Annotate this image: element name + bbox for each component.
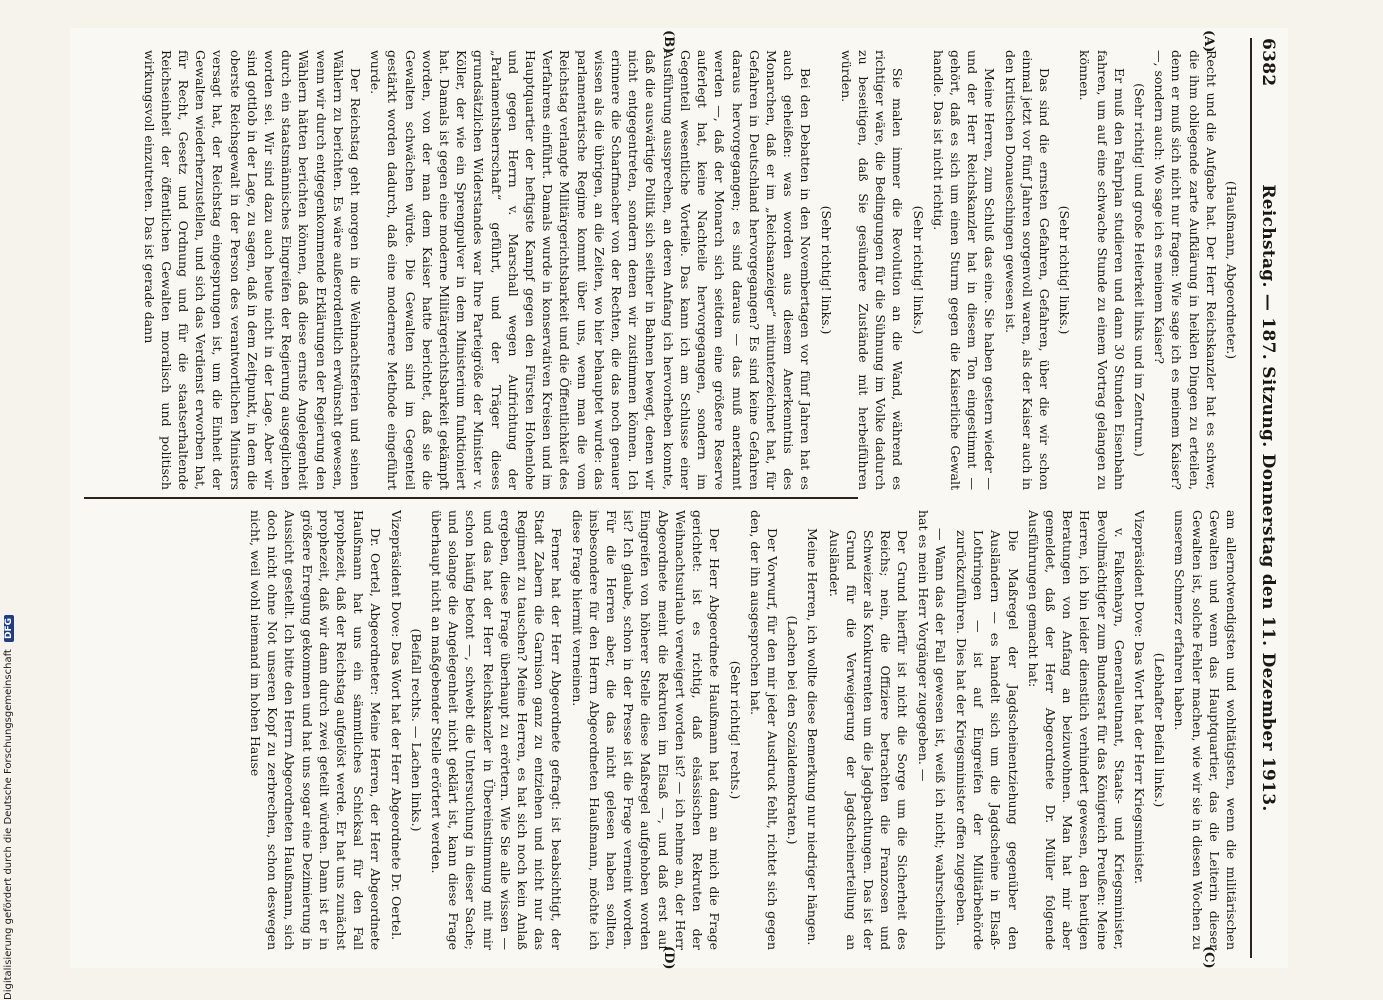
right-column — [80, 510, 1240, 950]
reaction: (Sehr richtig! links.) — [818, 205, 834, 335]
quotation: Der Grund hierfür ist nicht die Sorge um die Sicherheit des Reichs; nein, die Offiziere betrachten die Franzosen und Schweizer als Konkurrenten um die Jagdpachtungen. Das ist der Grund für die Verweigerung der Jagdscheinerteilung an Ausländer. — [826, 530, 911, 950]
page-number: 6382 — [1258, 38, 1278, 87]
page-header — [1250, 38, 1282, 958]
margin-marker-b: (B) — [661, 30, 676, 54]
reaction: (Sehr richtig! links.) — [910, 205, 926, 335]
speaker-line: Vizepräsident Dove: Das Wort hat der Herr Kriegsminister. — [1131, 510, 1147, 885]
paragraph: v. Falkenhayn, Generalleutnant, Staats- und Kriegsminister, Bevollmächtigter zum Bundesrat für das Königreich Preußen: Meine Herren, ich bin leider dienstlich verhindert gewesen, den heutigen Beratungen von Anfang an beizuwohnen. Man hat mir aber gemeldet, daß der Herr Abgeordnete Dr. Müller folgende Ausführungen gemacht hat: — [1025, 510, 1127, 950]
margin-marker-c: (C) — [1201, 946, 1216, 969]
paragraph: Der Vorwurf, für den mir jeder Ausdruck fehlt, richtet sich gegen den, der ihn ausgesprochen hat. — [747, 510, 780, 950]
paragraph: Der Herr Abgeordnete Haußmann hat dann an mich die Frage gerichtet: ist es richtig, daß elsässischen Rekruten der Weihnachtsurlaub verweigert worden ist? — ich nehme an, der Herr Abgeordnete meint die Rekruten im Elsaß —, und daß erst auf Eingreifen von höherer Stelle diese Maßregel aufgehoben worden ist? Ich glaube, schon in der Presse ist die Frage verneint worden. Für die Herren aber, die das nicht gelesen haben sollten, insbesondere für den Herrn Abgeordneten Haußmann, möchte ich diese Frage hiermit verneinen. — [569, 510, 723, 950]
funding-note — [3, 615, 14, 1000]
reaction: (Lebhafter Beifall links.) — [1152, 652, 1168, 808]
side-credit — [3, 0, 17, 1000]
paragraph: Meine Herren, ich wollte diese Bemerkung nur niedriger hängen. — [805, 528, 821, 946]
margin-marker-d: (D) — [661, 946, 676, 970]
left-column — [80, 50, 1240, 490]
dfg-logo: DFG — [4, 615, 14, 642]
paragraph: Recht und die Aufgabe hat. Der Herr Reichskanzler hat es schwer, die ihm obliegende zarte Aufklärung in heiklen Dingen zu erteilen, denn er muß sich nicht nur fragen: Wie sage ich es meinem Kaiser? —, sondern auch: Wo sage ich es meinem Kaiser? — [1152, 50, 1219, 490]
reaction: (Lachen bei den Sozialdemokraten.) — [785, 615, 801, 845]
funding-text: Digitalisierung gefördert durch die Deutsche Forschungsgemeinschaft — [3, 649, 14, 1000]
paragraph: am allernotwendigsten und wohltätigsten, wenn die militärischen Gewalten und wenn das Hauptquartier, das die Leiterin dieser Gewalten ist, solche Fehler machen, wie wir sie in diesen Wochen zu unserem Schmerz erfahren haben. — [1172, 510, 1239, 950]
margin-marker-a: (A) — [1201, 30, 1216, 53]
page-title: Reichstag. — 187. Sitzung. Donnerstag den 11. Dezember 1913. — [1258, 184, 1278, 812]
scanned-page — [70, 28, 1288, 968]
paragraph: Sie malen immer die Revolution an die Wand, während es richtiger wäre, die Bedingungen für die Sühnung im Volke dadurch zu beseitigen, daß Sie gesündere Zustände mit herbeiführen würden. — [838, 50, 906, 490]
quotation: Die Maßregel der Jagdscheinentziehung gegenüber den Ausländern — es handelt sich um die Jagdscheine in Elsaß-Lothringen — ist auf Eingreifen der Militärbehörde zurückzuführen. Dies hat der Kriegsminister offen zugegeben. — [953, 530, 1021, 950]
reaction: (Sehr richtig! links.) — [1057, 205, 1073, 335]
paragraph: Das sind die ernsten Gefahren, Gefahren, über die wir schon einmal jetzt vor fünf Jahren sorgenvoll waren, als der Kaiser auch in den kritischen Donaueschingen gewesen ist. — [1002, 50, 1052, 490]
paragraph: Er muß den Fahrplan studieren und dann 30 Stunden Eisenbahn fahren, um auf eine schwache Stunde zu einem Vortrag gelangen zu können. — [1077, 50, 1127, 490]
paragraph: Meine Herren, zum Schluß das eine. Sie haben gestern wieder — und der Herr Reichskanzler hat in diesem Ton eingestimmt — gehört, daß es sich um einen Sturm gegen die Kaiserliche Gewalt handle. Das ist nicht richtig. — [930, 50, 998, 490]
reaction: (Sehr richtig! und große Heiterkeit links und im Zentrum.) — [1131, 83, 1147, 457]
paragraph: Ferner hat der Herr Abgeordnete gefragt: ist beabsichtigt, der Stadt Zabern die Garnison ganz zu entziehen und nicht nur das Regiment zu tauschen? Meine Herren, es hat sich noch kein Anlaß ergeben, diese Frage überhaupt zu erörtern. Wie Sie alle wissen — und das hat der Herr Reichskanzler in Übereinstimmung mit mir schon häufig betont —, schwebt die Untersuchung in dieser Sache; und solange die Angelegenheit nicht geklärt ist, kann diese Frage überhaupt nicht an maßgebender Stelle erörtert werden. — [429, 510, 565, 950]
paragraph: Bei den Debatten in den Novembertagen vor fünf Jahren hat es auch geheißen: was worden aus diesem Anerkenntnis des Monarchen, daß er im „Reichsanzeiger“ mitunterzeichnet hat, für Gefahren in Deutschland hervorgegangen? Es sind keine Gefahren daraus hervorgegangen; es sind daraus — das muß anerkannt werden —, daß der Monarch sich seitdem eine größere Reserve auferlegt hat, keine Nachteile hervorgegangen, sondern im Gegenteil wesentliche Vorteile. Das kann ich am Schlusse einer Ausführung aussprechen, an deren Anfang ich hervorheben konnte, daß die auswärtige Politik sich seither in Bahnen bewegt, denen wir nicht entgegentreten, sondern denen wir zustimmen können. Ich erinnere die Scharfmacher von der Rechten, die das noch genauer wissen als die übrigen, an die Zeiten, wo hier behauptet wurde: das parlamentarische Regime kommt über uns, wenn man die vom Reichstag verlangte Militärgerichtsbarkeit und die Öffentlichkeit des Verfahrens einführt. Damals wurde in konservativen Kreisen und im Hauptquartier der heftigste Kampf gegen den Fürsten Hohenlohe und gegen Herrn v. Marschall wegen Aufrichtung der „Parlamentsherrschaft“ geführt, und der Träger dieses grundsätzlichen Widerstandes war Ihre Parteigröße der Minister v. Köller, der wie ein Sprengpulver in dem Ministerium funktioniert hat. Damals ist gegen eine moderne Militärgerichtsbarkeit gekämpft worden, von der man dem Kaiser hatte berichtet, daß sie die Gewalten schwächen würde. Die Gewalten sind im Gegenteil gestärkt worden dadurch, daß eine modernere Methode eingeführt wurde. — [368, 50, 814, 490]
header-rule — [1250, 38, 1252, 958]
reaction: (Beifall rechts. — Lachen links.) — [408, 628, 424, 832]
paragraph: Dr. Oertel, Abgeordneter: Meine Herren, der Herr Abgeordnete Haußmann hat uns ein sämmtliches Schicksal für den Fall prophezeit, daß der Reichstag aufgelöst werde. Er hat uns zunächst prophezeit, daß wir dann durch zwei geteilt würden. Dann ist er in größere Erregung gekommen und hat uns sogar eine Dezimierung in Aussicht gestellt. Ich bitte den Herrn Abgeordneten Haußmann, sich doch nicht ohne Not unseren Kopf zu zerbrechen, schon deswegen nicht, weil wohl niemand im hohen Hause — [248, 510, 384, 950]
paragraph: — Wann das der Fall gewesen ist, weiß ich nicht; wahrscheinlich hat es mein Herr Vorgänger zugegeben. — — [915, 510, 948, 950]
reaction: (Sehr richtig! rechts.) — [727, 660, 743, 800]
paragraph: Der Reichstag geht morgen in die Weihnachtsferien und seinen Wählern zu berichten. Es wäre außerordentlich erwünscht gewesen, wenn wir durch entgegenkommende Erklärungen der Regierung den Wählern hätten berichten können, daß diese ernste Angelegenheit durch ein staatsmännisches Eingreifen der Regierung ausgeglichen worden sei. Wir sind dazu auch heute nicht in der Lage. Aber wir sind gottlob in der Lage, zu sagen, daß in dem Zeitpunkt, in dem die oberste Reichsgewalt in der Person des verantwortlichen Ministers versagt hat, der Reichstag eingesprungen ist, um die Einheit der Gewalten wiederherzustellen, und sich das Verdienst erworben hat, für Recht, Gesetz und Ordnung und für die staatserhaltende Reichseinheit der öffentlichen Gewalten moralisch und politisch wirkungsvoll einzutreten. Das ist gerade dann — [141, 50, 364, 490]
speaker-line: Vizepräsident Dove: Das Wort hat der Herr Abgeordnete Dr. Oertel. — [388, 510, 404, 941]
speaker-continuation: (Haußmann, Abgeordneter.) — [1224, 180, 1239, 360]
column-divider — [84, 497, 858, 499]
